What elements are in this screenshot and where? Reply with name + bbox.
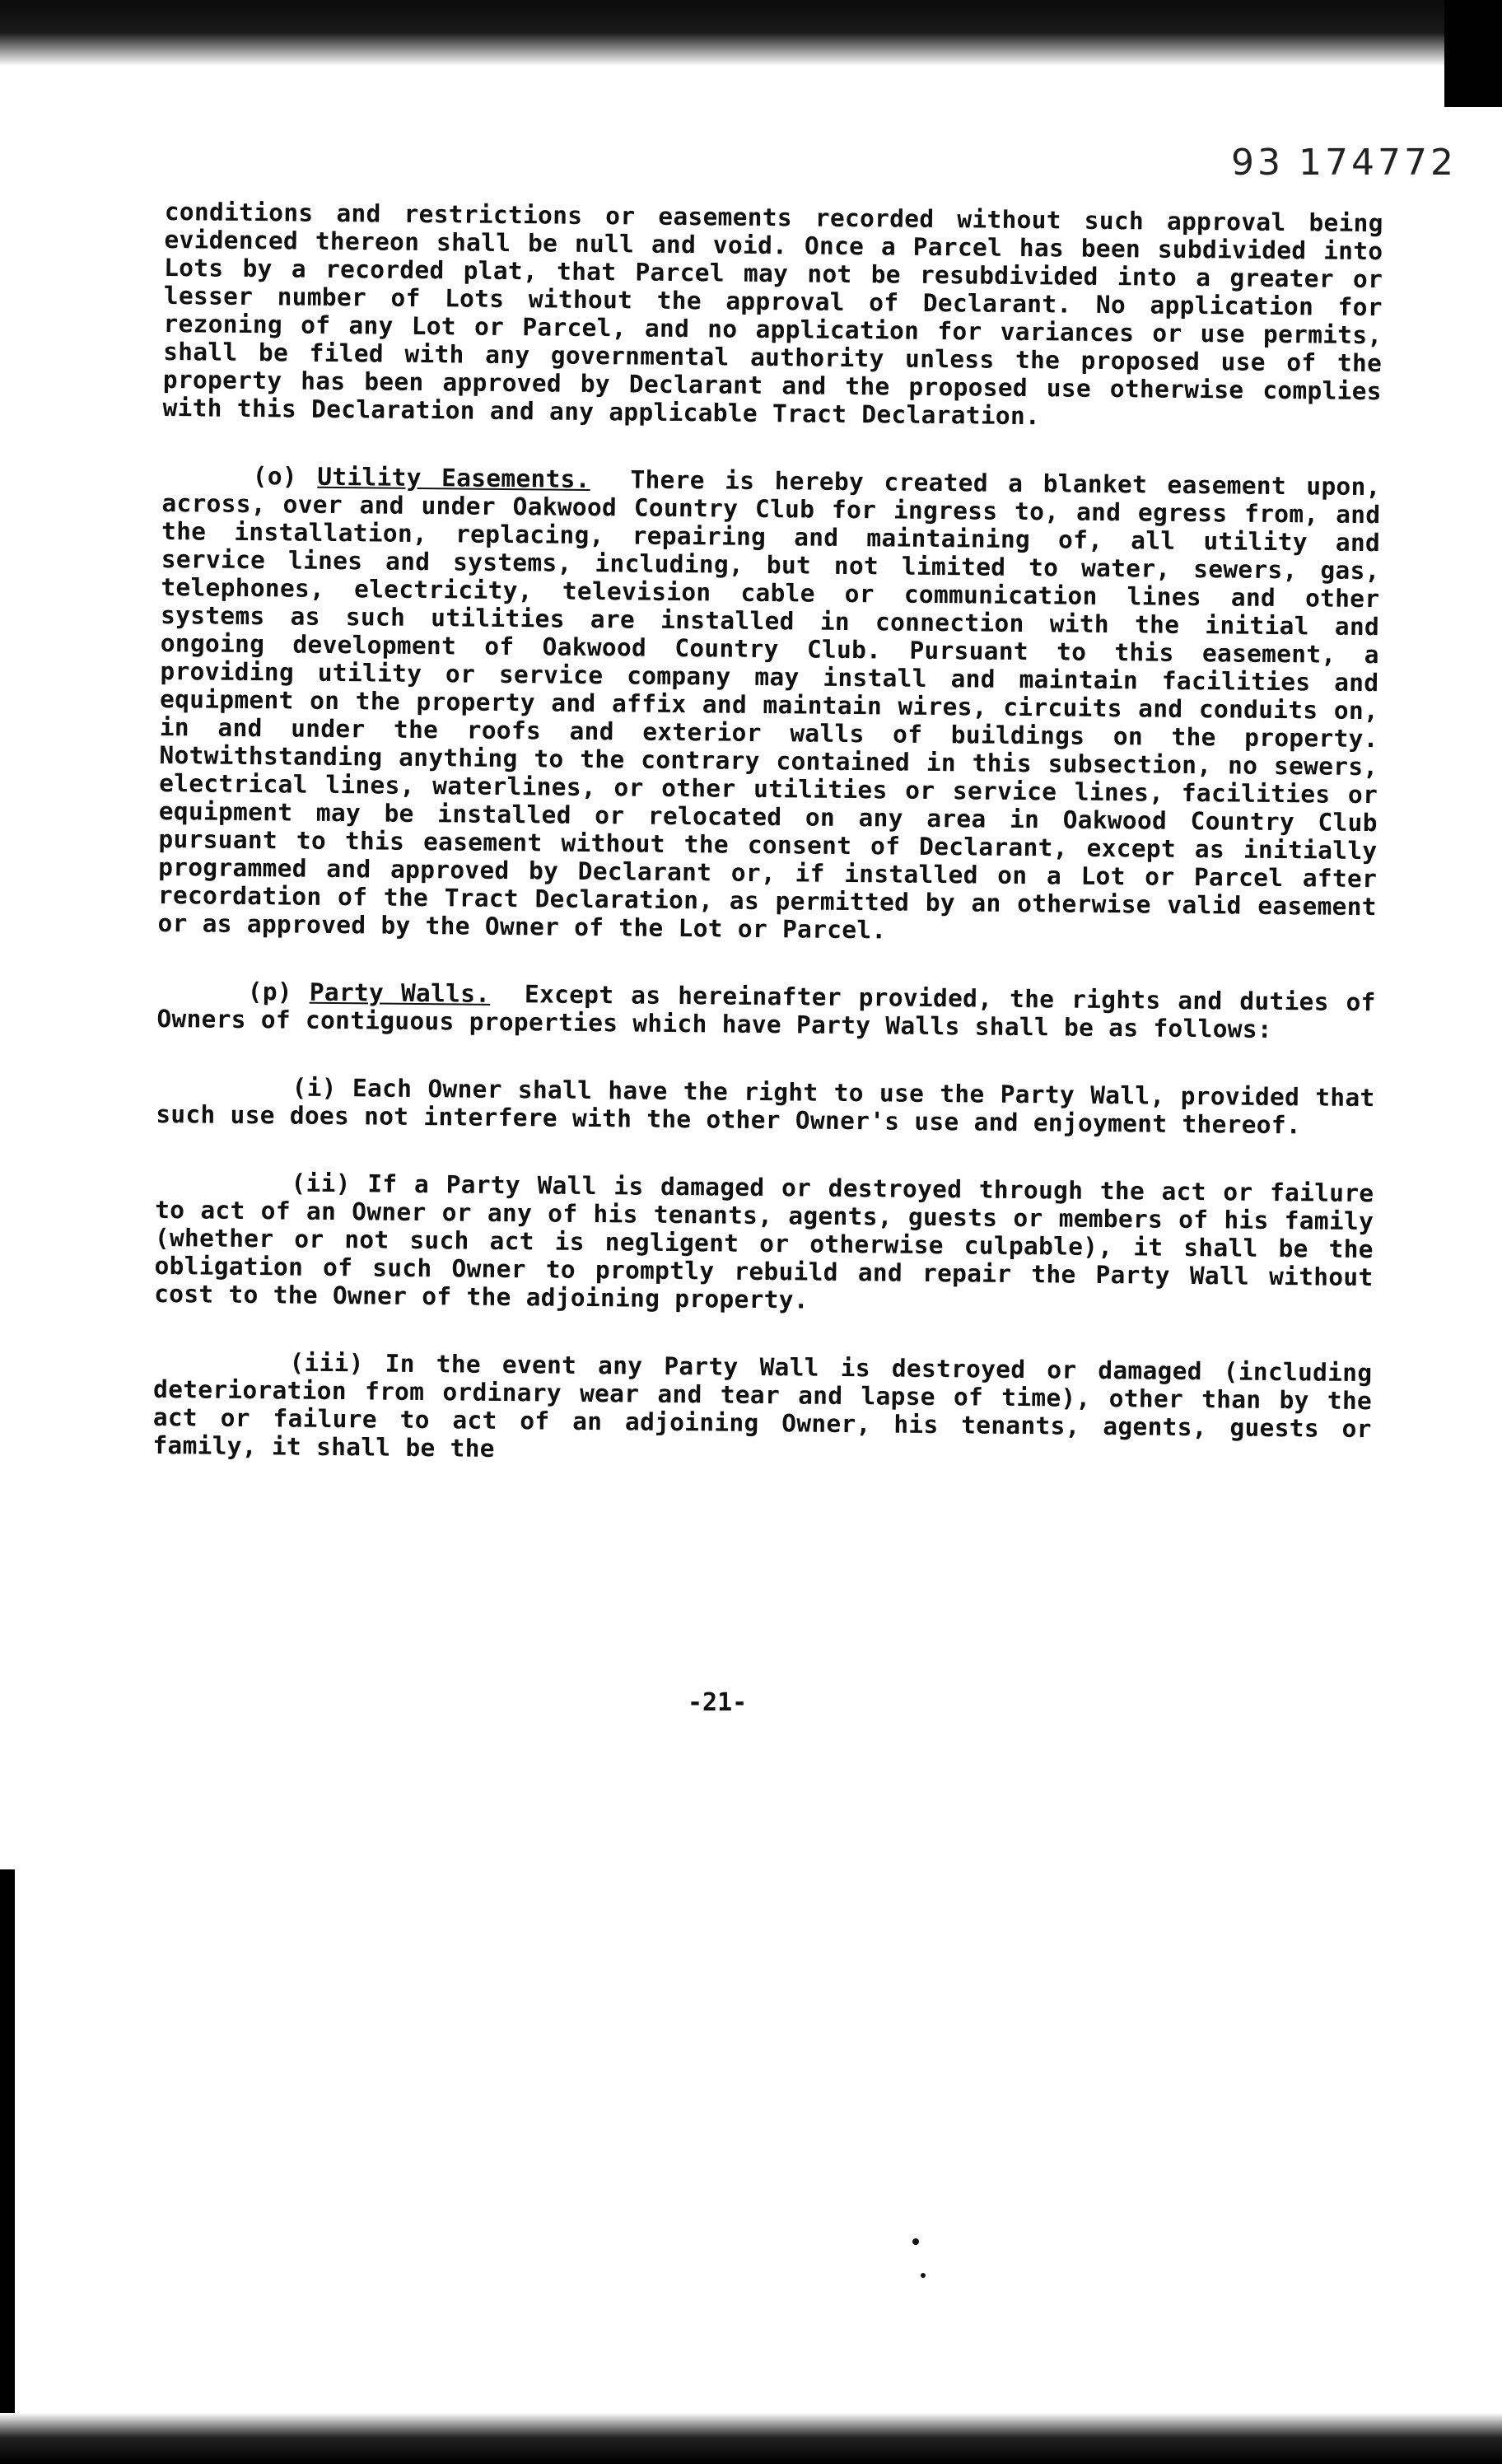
page-body [152,198,1383,1510]
paragraph-party-walls [156,977,1376,1044]
document-number: 93 174772 [1231,142,1457,184]
scan-left-edge [0,1869,15,2464]
page-number: -21- [688,1688,748,1717]
scan-speck [921,2273,926,2278]
section-label: (p) [247,978,293,1006]
scan-speck [912,2238,919,2245]
scan-top-edge [0,0,1502,66]
section-heading: Party Walls. [309,978,491,1008]
subparagraph-ii: (ii) If a Party Wall is damaged or destroyed through the act or failure to act of an Owner or any of his tenants, agents, guests or members of his family (whether or not such act is negligent or otherwise culpable), it shall be the obligation of such Owner to promptly rebuild and repair the Party Wall without cost to the Owner of the adjoining property. [154,1169,1374,1314]
subparagraph-i: (i) Each Owner shall have the right to use the Party Wall, provided that such use does not interfere with the other Owner's use and enjoyment thereof. [156,1073,1375,1140]
section-body: Except as hereinafter provided, the rights and duties of Owners of contiguous properties which have Party Walls shall be as follows: [156,980,1376,1043]
paragraph-continuation: conditions and restrictions or easements recorded without such approval being evidenced thereon shall be null and void. Once a Parcel has been subdivided into Lots by a recorded plat, that Parcel may not be resubdivided into a greater or lesser number of Lots without the approval of Declarant. No application for rezoning of any Lot or Parcel, and no application for variances or use permits, shall be filed with any governmental authority unless the proposed use of the property has been approved by Declarant and the proposed use otherwise complies with this Declaration and any applicable Tract Declaration. [162,198,1383,431]
section-label: (o) [252,462,298,491]
section-heading: Utility Easements. [317,462,590,493]
paragraph-utility-easements [157,461,1380,949]
section-body: There is hereby created a blanket easement upon, across, over and under Oakwood Country Club for ingress to, and egress from, and the installation, replacing, repairing and maintaining of, all utility and service lines and systems, including, but not limited to water, sewers, gas, telephones, electricity, television cable or communication lines and other systems as such utilities are installed in connection with the initial and ongoing development of Oakwood Country Club. Pursuant to this easement, a providing utility or service company may install and maintain facilities and equipment on the property and affix and maintain wires, circuits and conduits on, in and under the roofs and exterior walls of buildings on the property. Notwithstanding anything to the contrary contained in this subsection, no sewers, electrical lines, waterlines, or other utilities or service lines, facilities or equipment may be installed or relocated on any area in Oakwood Country Club pursuant to this easement without the consent of Declarant, except as initially programmed and approved by Declarant or, if installed on a Lot or Parcel after recordation of the Tract Declaration, as permitted by an otherwise valid easement or as approved by the Owner of the Lot or Parcel. [157,465,1381,945]
subparagraph-iii: (iii) In the event any Party Wall is destroyed or damaged (including deterioration from ordinary wear and tear and lapse of time), other than by the act or failure to act of an adjoining Owner, his tenants, agents, guests or family, it shall be the [152,1348,1373,1463]
scan-right-edge [1444,0,1502,107]
scan-bottom-edge [0,2413,1502,2464]
